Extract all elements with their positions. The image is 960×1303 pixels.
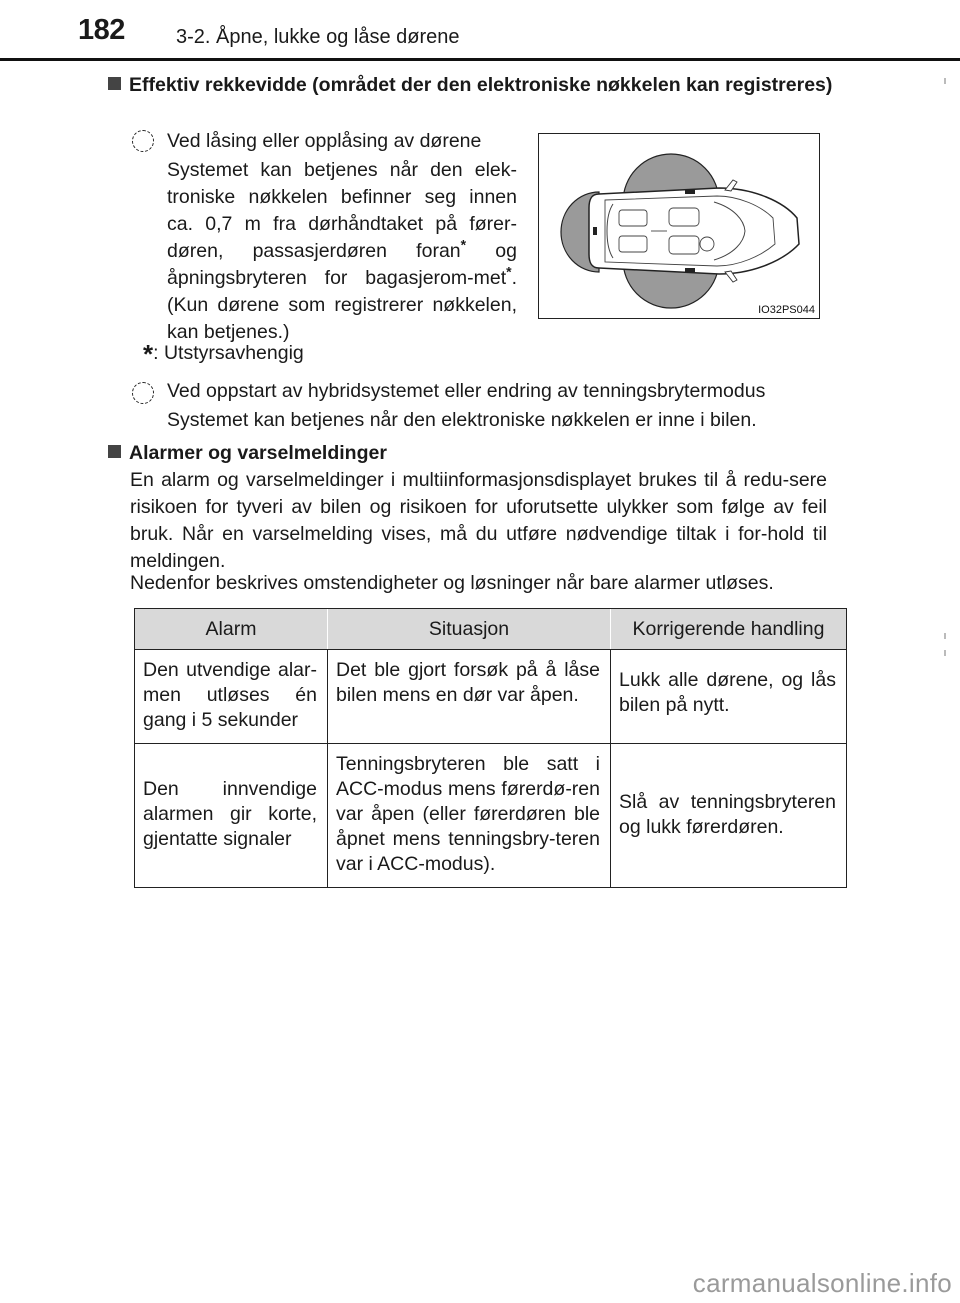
table-cell-situation: Det ble gjort forsøk på å låse bilen mens en dør var åpen. xyxy=(328,650,611,744)
door-handle-marker xyxy=(685,268,695,272)
table-row xyxy=(135,650,847,744)
trunk-switch-marker xyxy=(593,227,597,235)
figure-code: IO32PS044 xyxy=(758,304,815,316)
page-number: 182 xyxy=(78,14,125,46)
table-cell-alarm: Den utvendige alar-men utløses én gang i 5 sekunder xyxy=(135,650,328,744)
table-header-row xyxy=(135,609,847,650)
dashed-circle-icon xyxy=(132,130,154,152)
subsection-title-hybrid: Ved oppstart av hybridsystemet eller endring av tenningsbrytermodus xyxy=(167,380,766,402)
header-divider xyxy=(0,58,960,61)
square-bullet-icon xyxy=(108,77,121,90)
table-cell-alarm: Den innvendige alarmen gir korte, gjentatte signaler xyxy=(135,744,328,888)
table-row xyxy=(135,744,847,888)
margin-tick xyxy=(944,78,946,84)
table-cell-action: Slå av tenningsbryteren og lukk førerdøren. xyxy=(611,744,847,888)
section-heading-range-text: Effektiv rekkevidde (området der den elektroniske nøkkelen kan registreres) xyxy=(129,74,833,96)
margin-tick xyxy=(944,650,946,656)
subsection-text-hybrid: Systemet kan betjenes når den elektroniske nøkkelen er inne i bilen. xyxy=(167,409,757,431)
margin-tick xyxy=(944,633,946,639)
footnote-text: : Utstyrsavhengig xyxy=(153,342,304,364)
alarms-paragraph-2: Nedenfor beskrives omstendigheter og løsninger når bare alarmer utløses. xyxy=(130,572,774,594)
subsection-text-locking xyxy=(167,157,517,346)
door-handle-marker xyxy=(685,190,695,194)
section-heading-range xyxy=(108,72,846,99)
footnote-asterisk: * xyxy=(143,339,154,369)
table-header-alarm: Alarm xyxy=(135,609,328,650)
asterisk-mark: * xyxy=(460,236,467,253)
alarm-table xyxy=(134,608,847,888)
car-body xyxy=(589,188,799,274)
section-heading-alarms-text: Alarmer og varselmeldinger xyxy=(129,442,387,464)
chapter-title: 3-2. Åpne, lukke og låse dørene xyxy=(176,26,460,48)
table-cell-action: Lukk alle dørene, og lås bilen på nytt. xyxy=(611,650,847,744)
alarms-paragraph-1: En alarm og varselmeldinger i multiinformasjonsdisplayet brukes til å redu-sere risikoen for tyveri av bilen og risikoen for uforutsette ulykker som følge av feil bruk. Når en varselmelding vises, må du utføre nødvendige tiltak i for-hold til meldingen. xyxy=(130,469,827,572)
range-diagram-figure xyxy=(538,133,820,319)
locking-text-part2: og åpningsbryteren for bagasjerom-met xyxy=(167,240,517,289)
square-bullet-icon xyxy=(108,445,121,458)
section-heading-alarms xyxy=(108,440,846,467)
dashed-circle-icon xyxy=(132,382,154,404)
page-header xyxy=(0,0,960,60)
locking-text-part1: Systemet kan betjenes når den elek-troniske nøkkelen befinner seg innen ca. 0,7 m fra dørhåndtaket på fører-døren, passasjerdøren foran xyxy=(167,159,517,262)
watermark: carmanualsonline.info xyxy=(692,1268,952,1298)
table-cell-situation: Tenningsbryteren ble satt i ACC-modus mens førerdø-ren var åpen (eller førerdøren ble åpnet mens tenningsbry-teren var i ACC-modus). xyxy=(328,744,611,888)
car-range-diagram xyxy=(539,134,818,317)
asterisk-mark: * xyxy=(506,263,512,280)
table-header-action: Korrigerende handling xyxy=(611,609,847,650)
table-header-situation: Situasjon xyxy=(328,609,611,650)
footnote xyxy=(143,337,304,369)
subsection-title-locking: Ved låsing eller opplåsing av dørene xyxy=(167,130,482,152)
locking-text-part3: . (Kun dørene som registrerer nøkkelen, kan betjenes.) xyxy=(167,267,517,343)
